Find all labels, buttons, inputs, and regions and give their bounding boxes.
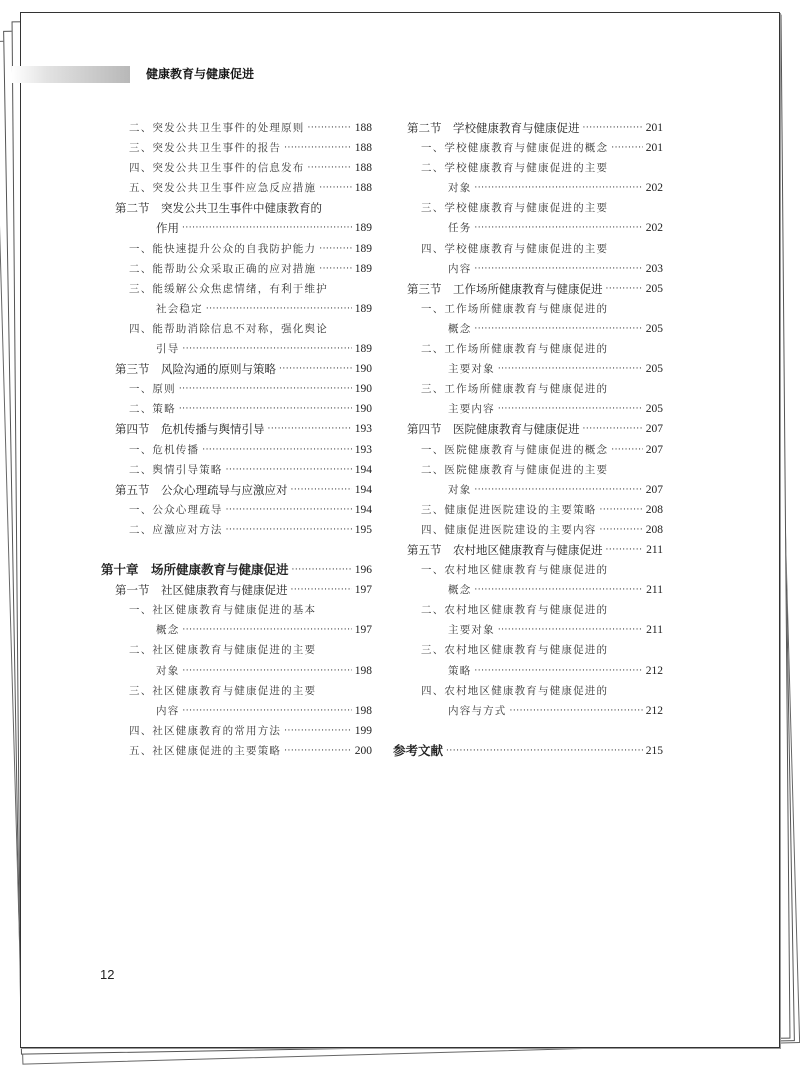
toc-leader-dots <box>474 218 642 238</box>
toc-leader-dots <box>498 359 643 379</box>
toc-page-number: 190 <box>354 403 372 416</box>
toc-entry-title: 四、社区健康教育的常用方法 <box>129 724 282 737</box>
toc-entry-title: 策略 <box>448 664 472 677</box>
toc-entry-title: 一、社区健康教育与健康促进的基本 <box>129 604 317 617</box>
toc-page-number: 189 <box>354 242 372 255</box>
toc-subsection-entry[interactable] <box>393 500 663 520</box>
toc-entry-title: 主要对象 <box>448 624 495 637</box>
toc-entry-title: 四、健康促进医院建设的主要内容 <box>421 523 597 536</box>
toc-leader-dots <box>182 620 351 640</box>
toc-subsection-entry[interactable] <box>393 620 663 640</box>
toc-subsection-entry[interactable] <box>393 138 663 158</box>
toc-page-number: 215 <box>645 744 663 757</box>
toc-subsection-entry[interactable] <box>393 661 663 681</box>
toc-section-entry[interactable] <box>393 118 663 138</box>
toc-subsection-entry[interactable] <box>101 279 372 299</box>
toc-leader-dots <box>583 419 643 439</box>
toc-entry-title: 二、策略 <box>129 403 176 416</box>
toc-subsection-entry[interactable] <box>393 460 663 480</box>
toc-entry-title: 四、能帮助消除信息不对称，强化舆论 <box>129 322 328 335</box>
toc-subsection-entry[interactable] <box>101 339 372 359</box>
toc-page-number: 203 <box>645 262 663 275</box>
toc-entry-title: 二、应激应对方法 <box>129 523 223 536</box>
toc-page-number: 208 <box>645 523 663 536</box>
toc-entry-title: 第二节 突发公共卫生事件中健康教育的 <box>115 201 322 216</box>
toc-leader-dots <box>606 279 643 299</box>
toc-section-entry[interactable] <box>393 419 663 439</box>
toc-entry-title: 内容与方式 <box>448 704 507 717</box>
toc-page-number: 212 <box>645 664 663 677</box>
toc-subsection-entry[interactable] <box>101 399 372 419</box>
toc-subsection-entry[interactable] <box>101 440 372 460</box>
toc-subsection-entry[interactable] <box>393 520 663 540</box>
header-gradient-bar <box>12 66 130 83</box>
toc-entry-title: 一、危机传播 <box>129 443 200 456</box>
toc-leader-dots <box>182 661 351 681</box>
toc-subsection-entry[interactable] <box>393 580 663 600</box>
toc-page-number: 194 <box>354 483 372 496</box>
toc-leader-dots <box>583 118 643 138</box>
toc-section-entry[interactable] <box>101 419 372 439</box>
toc-section-entry[interactable] <box>101 198 372 218</box>
toc-leader-dots <box>606 540 644 560</box>
toc-subsection-entry[interactable] <box>393 198 663 218</box>
toc-subsection-entry[interactable] <box>393 399 663 419</box>
toc-page-number: 190 <box>354 383 372 396</box>
toc-page-number: 212 <box>645 704 663 717</box>
toc-page-number: 188 <box>354 122 372 134</box>
toc-leader-dots <box>291 580 352 600</box>
toc-subsection-entry[interactable] <box>101 178 372 198</box>
toc-entry-title: 二、医院健康教育与健康促进的主要 <box>421 463 609 476</box>
toc-subsection-entry[interactable] <box>101 138 372 158</box>
toc-subsection-entry[interactable] <box>393 218 663 238</box>
toc-page-number: 205 <box>645 363 663 376</box>
toc-subsection-entry[interactable] <box>393 560 663 580</box>
toc-entry-title: 一、农村地区健康教育与健康促进的 <box>421 564 609 577</box>
toc-page-number: 194 <box>354 503 372 516</box>
toc-subsection-entry[interactable] <box>393 440 663 460</box>
toc-section-entry[interactable] <box>101 580 372 600</box>
toc-entry-title: 主要对象 <box>448 363 495 376</box>
toc-entry-title: 对象 <box>156 664 180 677</box>
toc-leader-dots <box>292 560 352 580</box>
toc-subsection-entry[interactable] <box>393 339 663 359</box>
toc-leader-dots <box>498 399 643 419</box>
toc-entry-title: 三、能缓解公众焦虑情绪，有利于维护 <box>129 282 328 295</box>
toc-subsection-entry[interactable] <box>393 480 663 500</box>
toc-leader-dots <box>226 460 352 480</box>
toc-entry-title: 一、公众心理疏导 <box>129 503 223 516</box>
running-header-title: 健康教育与健康促进 <box>146 67 255 81</box>
toc-leader-dots <box>202 440 352 460</box>
toc-leader-dots <box>182 701 351 721</box>
toc-page-number: 207 <box>645 443 663 456</box>
toc-entry-title: 二、舆情引导策略 <box>129 463 223 476</box>
toc-page-number: 211 <box>646 584 663 597</box>
toc-subsection-entry[interactable] <box>101 319 372 339</box>
toc-leader-dots <box>319 239 352 259</box>
toc-page-number: 200 <box>354 744 372 757</box>
toc-entry-title: 第三节 风险沟通的原则与策略 <box>115 362 276 377</box>
toc-leader-dots <box>319 259 352 279</box>
toc-subsection-entry[interactable] <box>393 239 663 259</box>
toc-leader-dots <box>179 399 352 419</box>
toc-subsection-entry[interactable] <box>101 299 372 319</box>
toc-page-number: 205 <box>645 403 663 416</box>
toc-subsection-entry[interactable] <box>101 118 372 138</box>
toc-leader-dots <box>279 359 352 379</box>
toc-subsection-entry[interactable] <box>393 359 663 379</box>
toc-subsection-entry[interactable] <box>101 259 372 279</box>
toc-leader-dots <box>182 218 352 238</box>
toc-entry-title: 第四节 危机传播与舆情引导 <box>115 422 265 437</box>
toc-page-number: 189 <box>354 302 372 315</box>
toc-entry-title: 第一节 社区健康教育与健康促进 <box>115 583 288 598</box>
toc-subsection-entry[interactable] <box>393 178 663 198</box>
toc-right-column <box>393 118 663 761</box>
toc-entry-title: 概念 <box>448 322 472 335</box>
toc-entry-title: 二、社区健康教育与健康促进的主要 <box>129 644 317 657</box>
toc-leader-dots <box>474 178 642 198</box>
toc-entry-title: 一、学校健康教育与健康促进的概念 <box>421 142 609 155</box>
toc-page-number: 189 <box>354 222 372 235</box>
toc-entry-title: 五、突发公共卫生事件应急反应措施 <box>129 182 317 195</box>
toc-entry-title: 对象 <box>448 182 472 195</box>
toc-leader-dots <box>474 259 642 279</box>
toc-leader-dots <box>600 500 643 520</box>
toc-page-number: 188 <box>354 182 372 195</box>
toc-leader-dots <box>474 580 643 600</box>
page-number: 12 <box>100 967 115 982</box>
toc-subsection-entry[interactable] <box>393 158 663 178</box>
toc-leader-dots <box>474 661 642 681</box>
toc-page-number: 196 <box>354 564 372 577</box>
toc-entry-title: 一、能快速提升公众的自我防护能力 <box>129 242 317 255</box>
toc-entry-title: 三、社区健康教育与健康促进的主要 <box>129 684 317 697</box>
toc-entry-title: 作用 <box>156 221 179 236</box>
toc-subsection-entry[interactable] <box>101 681 372 701</box>
toc-leader-dots <box>206 299 352 319</box>
toc-leader-dots <box>611 138 643 158</box>
toc-subsection-entry[interactable] <box>101 620 372 640</box>
toc-leader-dots <box>179 379 352 399</box>
toc-entry-title: 二、学校健康教育与健康促进的主要 <box>421 162 609 175</box>
toc-entry-title: 社会稳定 <box>156 302 203 315</box>
toc-entry-title: 引导 <box>156 343 180 356</box>
toc-subsection-entry[interactable] <box>393 319 663 339</box>
toc-page-number: 188 <box>354 142 372 155</box>
toc-leader-dots <box>510 701 643 721</box>
toc-page-number: 190 <box>354 363 372 376</box>
toc-page-number: 205 <box>645 282 663 295</box>
toc-entry-title: 二、工作场所健康教育与健康促进的 <box>421 343 609 356</box>
toc-page-number: 211 <box>646 624 663 637</box>
toc-entry-title: 对象 <box>448 483 472 496</box>
toc-entry-title: 第五节 农村地区健康教育与健康促进 <box>407 542 603 557</box>
toc-page-number: 202 <box>645 222 663 235</box>
toc-section-entry[interactable] <box>393 540 663 560</box>
toc-subsection-entry[interactable] <box>101 640 372 660</box>
toc-page-number: 201 <box>645 142 663 155</box>
toc-leader-dots <box>226 500 352 520</box>
toc-entry-title: 概念 <box>156 624 180 637</box>
toc-subsection-entry[interactable] <box>101 600 372 620</box>
toc-entry-title: 二、能帮助公众采取正确的应对措施 <box>129 262 317 275</box>
toc-chapter-entry[interactable] <box>101 560 372 580</box>
toc-subsection-entry[interactable] <box>101 721 372 741</box>
toc-leader-dots <box>226 520 352 540</box>
toc-page-number: 201 <box>645 122 663 134</box>
toc-page-number: 198 <box>354 704 372 717</box>
toc-entry-title: 四、突发公共卫生事件的信息发布 <box>129 162 305 175</box>
toc-subsection-entry[interactable] <box>393 299 663 319</box>
toc-leader-dots <box>498 620 643 640</box>
toc-entry-title: 三、学校健康教育与健康促进的主要 <box>421 202 609 215</box>
toc-entry-title: 三、工作场所健康教育与健康促进的 <box>421 383 609 396</box>
toc-entry-title: 内容 <box>448 262 472 275</box>
toc-subsection-entry[interactable] <box>393 379 663 399</box>
toc-entry-title: 一、原则 <box>129 383 176 396</box>
toc-page-number: 198 <box>354 664 372 677</box>
toc-subsection-entry[interactable] <box>101 239 372 259</box>
toc-leader-dots <box>474 480 642 500</box>
toc-entry-title: 参考文献 <box>393 742 444 758</box>
toc-page-number: 197 <box>354 624 372 637</box>
toc-left-column <box>101 118 372 761</box>
toc-page-number: 193 <box>354 443 372 456</box>
toc-page-number: 199 <box>354 724 372 737</box>
toc-leader-dots <box>284 721 352 741</box>
toc-leader-dots <box>182 339 351 359</box>
toc-entry-title: 概念 <box>448 584 472 597</box>
toc-page-number: 189 <box>354 343 372 356</box>
toc-entry-title: 一、工作场所健康教育与健康促进的 <box>421 302 609 315</box>
toc-entry-title: 内容 <box>156 704 180 717</box>
toc-entry-title: 第五节 公众心理疏导与应激应对 <box>115 482 288 497</box>
toc-entry-title: 三、突发公共卫生事件的报告 <box>129 142 282 155</box>
toc-subsection-entry[interactable] <box>393 681 663 701</box>
toc-subsection-entry[interactable] <box>101 520 372 540</box>
toc-subsection-entry[interactable] <box>101 460 372 480</box>
toc-entry-title: 第二节 学校健康教育与健康促进 <box>407 121 580 135</box>
toc-entry-title: 四、农村地区健康教育与健康促进的 <box>421 684 609 697</box>
toc-section-entry[interactable] <box>101 480 372 500</box>
toc-leader-dots <box>600 520 643 540</box>
toc-page-number: 195 <box>354 523 372 536</box>
toc-entry-title: 二、突发公共卫生事件的处理原则 <box>129 122 305 134</box>
toc-subsection-entry[interactable] <box>393 600 663 620</box>
toc-entry-title: 一、医院健康教育与健康促进的概念 <box>421 443 609 456</box>
toc-subsection-entry[interactable] <box>101 158 372 178</box>
toc-entry-title: 第十章 场所健康教育与健康促进 <box>101 562 289 578</box>
toc-subsection-entry[interactable] <box>393 701 663 721</box>
toc-entry-title: 四、学校健康教育与健康促进的主要 <box>421 242 609 255</box>
toc-subsection-entry[interactable] <box>393 259 663 279</box>
toc-section-entry[interactable] <box>101 218 372 238</box>
toc-leader-dots <box>284 138 352 158</box>
toc-page-number: 207 <box>645 423 663 436</box>
toc-page-number: 207 <box>645 483 663 496</box>
toc-leader-dots <box>268 419 352 439</box>
toc-spacer <box>393 721 663 741</box>
toc-subsection-entry[interactable] <box>101 379 372 399</box>
toc-subsection-entry[interactable] <box>393 640 663 660</box>
toc-entry-title: 任务 <box>448 222 472 235</box>
toc-subsection-entry[interactable] <box>101 661 372 681</box>
toc-entry-title: 第四节 医院健康教育与健康促进 <box>407 422 580 437</box>
toc-entry-title: 五、社区健康促进的主要策略 <box>129 744 282 757</box>
toc-page-number: 197 <box>354 584 372 597</box>
toc-entry-title: 第三节 工作场所健康教育与健康促进 <box>407 281 603 296</box>
toc-section-entry[interactable] <box>101 359 372 379</box>
toc-leader-dots <box>291 480 352 500</box>
toc-page-number: 211 <box>646 543 663 556</box>
toc-entry-title: 三、农村地区健康教育与健康促进的 <box>421 644 609 657</box>
toc-page-number: 189 <box>354 262 372 275</box>
toc-entry-title: 二、农村地区健康教育与健康促进的 <box>421 604 609 617</box>
toc-chapter-entry[interactable] <box>393 741 663 761</box>
toc-page-number: 194 <box>354 463 372 476</box>
toc-page-number: 188 <box>354 162 372 175</box>
toc-subsection-entry[interactable] <box>101 741 372 761</box>
toc-leader-dots <box>308 158 352 178</box>
toc-section-entry[interactable] <box>393 279 663 299</box>
toc-spacer <box>101 540 372 560</box>
toc-subsection-entry[interactable] <box>101 500 372 520</box>
toc-page-number: 202 <box>645 182 663 195</box>
toc-entry-title: 三、健康促进医院建设的主要策略 <box>421 503 597 516</box>
toc-entry-title: 主要内容 <box>448 403 495 416</box>
toc-page-number: 193 <box>354 423 372 436</box>
toc-page-number: 208 <box>645 503 663 516</box>
toc-leader-dots <box>308 118 352 138</box>
toc-page-number: 205 <box>645 322 663 335</box>
toc-leader-dots <box>611 440 643 460</box>
toc-leader-dots <box>446 741 643 761</box>
toc-subsection-entry[interactable] <box>101 701 372 721</box>
toc-leader-dots <box>284 741 352 761</box>
toc-leader-dots <box>319 178 352 198</box>
toc-leader-dots <box>474 319 642 339</box>
